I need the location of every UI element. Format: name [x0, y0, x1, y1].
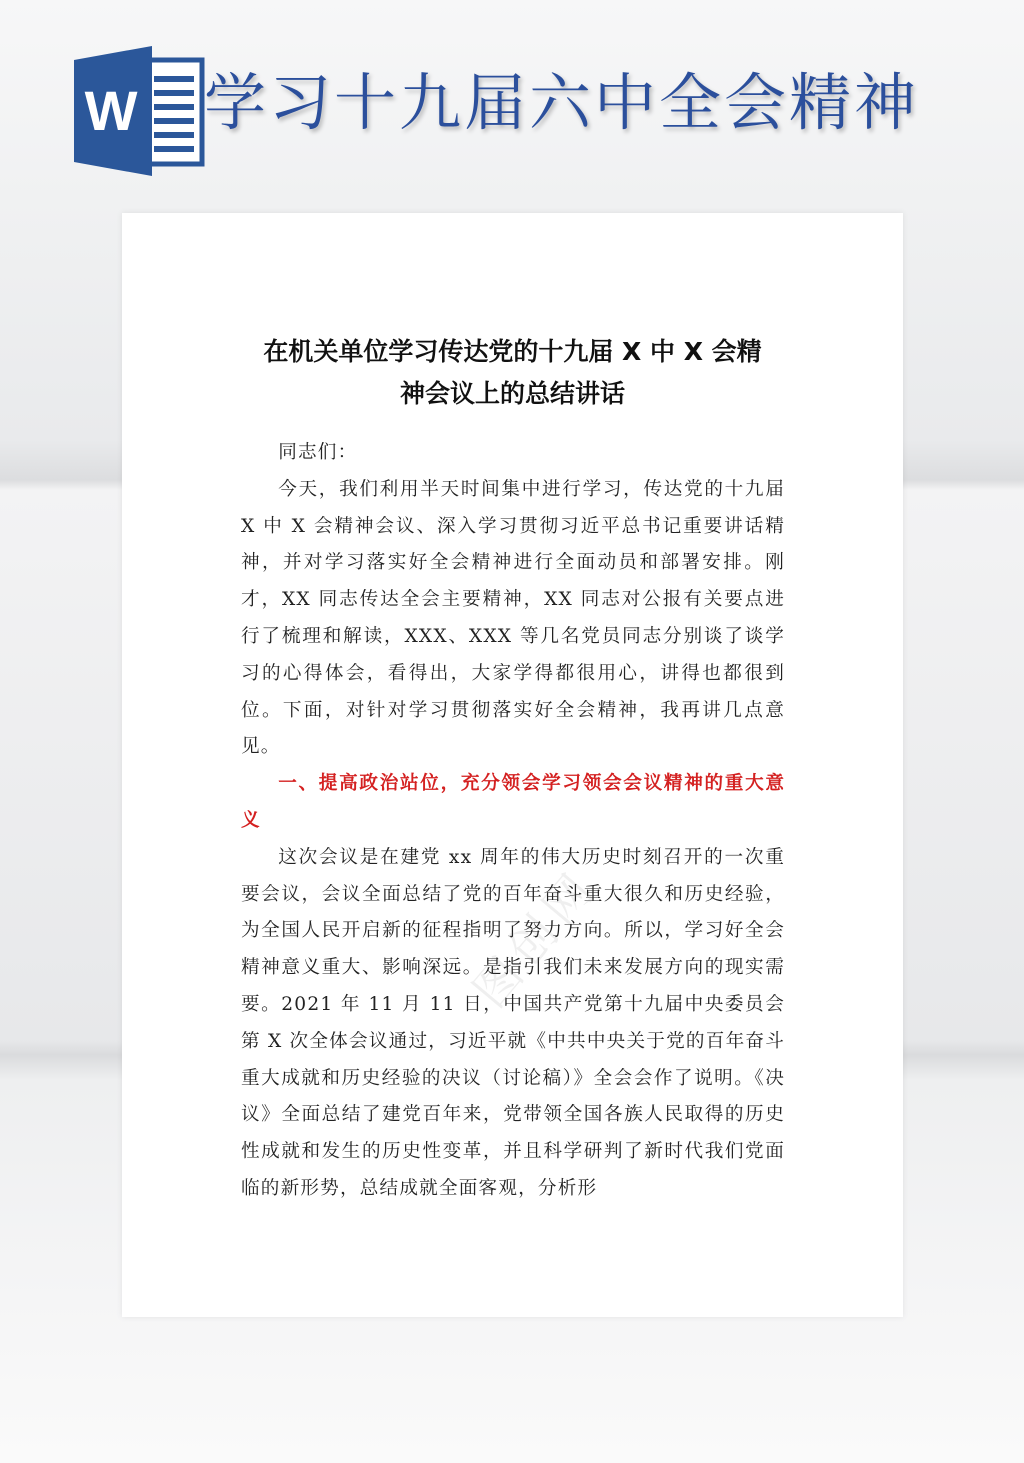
salutation: 同志们：: [278, 442, 358, 463]
watermark: 图创网: [462, 858, 609, 1018]
word-icon-letter: W: [84, 79, 138, 142]
paragraph-section-1: 这次会议是在建党 xx 周年的伟大历史时刻召开的一次重要会议，会议全面总结了党的百年奋斗重大很久和历史经验，为全国人民开启新的征程指明了努力方向。所以，学习好全会精神意义重大、影响深远。是指引我们未来发展方向的现实需要。2021 年 11 月 11 日，中国共产党第十九届中央委员会第 X 次全体会议通过，习近平就《中共中央关于党的百年奋斗重大成就和历史经验的决议（讨论稿）》全会会作了说明。《决议》全面总结了建党百年来，党带领全国各族人民取得的历史性成就和发生的历史性变革，并且科学研判了新时代我们党面临的新形势，总结成就全面客观，分析形: [241, 846, 785, 1199]
banner: [0, 0, 1024, 200]
document-title-line1: 在机关单位学习传达党的十九届 X 中 X 会精: [263, 337, 762, 366]
banner-title: 学习十九届六中全会精神: [204, 66, 920, 139]
document-body: [241, 435, 785, 1208]
paragraph-intro: 今天，我们利用半天时间集中进行学习，传达党的十九届 X 中 X 会精神会议、深入学习贯彻习近平总书记重要讲话精神，并对学习落实好全会精神进行全面动员和部署安排。刚才，XX 同志传达全会主要精神，XX 同志对公报有关要点进行了梳理和解读，XXX、XXX 等几名党员同志分别谈了谈学习的心得体会，看得出，大家学得都很用心，讲得也都很到位。下面，对针对学习贯彻落实好全会精神，我再讲几点意见。: [241, 478, 785, 758]
document-title: [122, 331, 903, 415]
document-title-line2: 神会议上的总结讲话: [399, 379, 625, 408]
word-icon: [74, 46, 206, 176]
document-page: [122, 213, 903, 1317]
section-heading-1: 一、提高政治站位，充分领会学习领会会议精神的重大意义: [241, 773, 785, 831]
